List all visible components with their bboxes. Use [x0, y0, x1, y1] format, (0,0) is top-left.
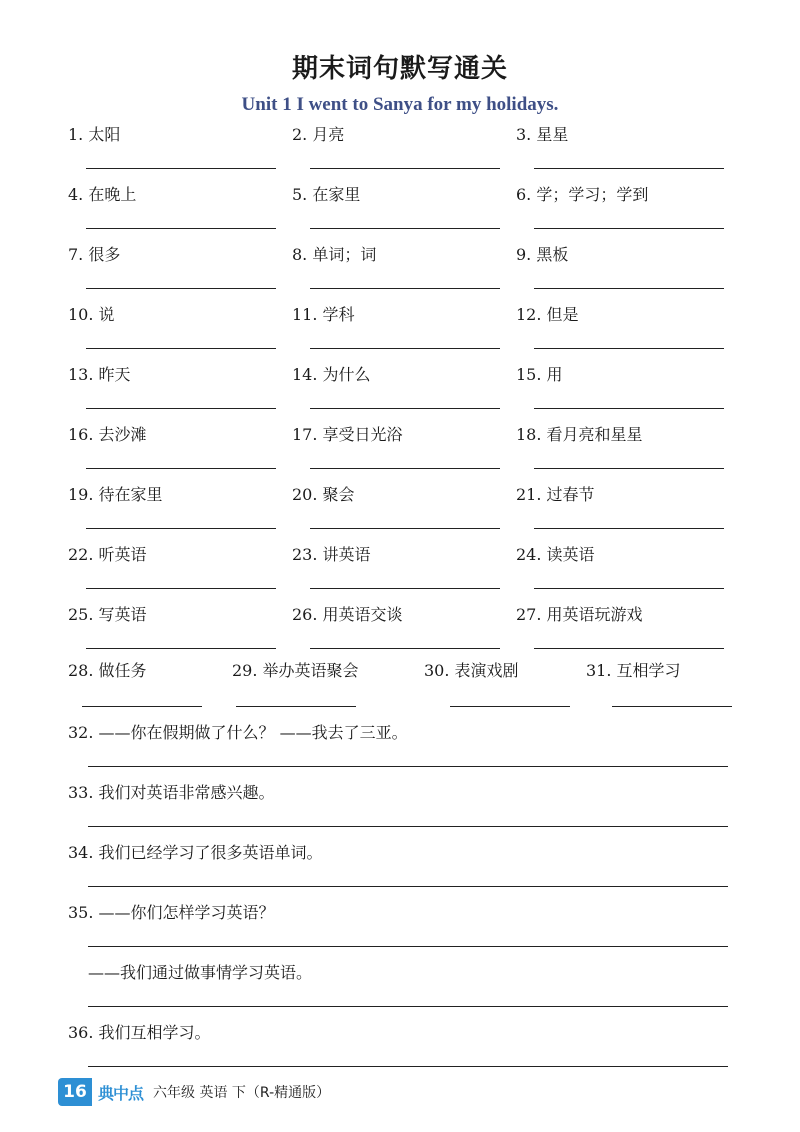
brand-logo: 典中点: [98, 1083, 144, 1103]
answer-line[interactable]: [534, 648, 724, 649]
vocab-prompt: 13. 昨天: [68, 365, 131, 384]
sentence-item: [68, 718, 748, 778]
answer-line[interactable]: [310, 168, 500, 169]
vocab-item: [68, 602, 292, 662]
answer-line[interactable]: [310, 588, 500, 589]
vocab-prompt: 27. 用英语玩游戏: [516, 605, 643, 624]
vocab-prompt: 8. 单词；词: [292, 245, 377, 264]
vocab-prompt: 4. 在晚上: [68, 185, 137, 204]
sentence-section: [68, 718, 748, 1078]
vocab-row: [68, 242, 748, 302]
answer-line[interactable]: [86, 528, 276, 529]
vocab-prompt: 1. 太阳: [68, 125, 121, 144]
vocab-prompt: 17. 享受日光浴: [292, 425, 403, 444]
vocab-row: [68, 182, 748, 242]
vocab-prompt: 12. 但是: [516, 305, 579, 324]
vocab-item: [68, 122, 292, 182]
sentence-prompt: ——我们通过做事情学习英语。: [88, 963, 313, 982]
vocab-item: [292, 542, 516, 602]
vocab-item: [292, 302, 516, 362]
answer-line[interactable]: [450, 706, 570, 707]
vocab-item: [292, 182, 516, 242]
vocab-row: [68, 422, 748, 482]
vocab-item: [292, 362, 516, 422]
vocab-prompt: 20. 聚会: [292, 485, 355, 504]
vocab-prompt: 25. 写英语: [68, 605, 147, 624]
answer-line[interactable]: [534, 408, 724, 409]
answer-line[interactable]: [310, 528, 500, 529]
answer-line[interactable]: [88, 886, 728, 887]
vocab-prompt: 7. 很多: [68, 245, 121, 264]
vocab-prompt: 29. 举办英语聚会: [232, 661, 359, 680]
vocab-prompt: 2. 月亮: [292, 125, 345, 144]
vocab-row-four: [68, 658, 748, 718]
sentence-prompt: 34. 我们已经学习了很多英语单词。: [68, 843, 323, 862]
vocab-item: [516, 362, 740, 422]
answer-line[interactable]: [88, 826, 728, 827]
vocab-row: [68, 542, 748, 602]
sentence-prompt: 36. 我们互相学习。: [68, 1023, 211, 1042]
unit-subtitle: Unit 1 I went to Sanya for my holidays.: [241, 94, 559, 115]
vocab-prompt: 30. 表演戏剧: [424, 661, 519, 680]
vocab-prompt: 23. 讲英语: [292, 545, 371, 564]
answer-line[interactable]: [86, 288, 276, 289]
sentence-prompt: 33. 我们对英语非常感兴趣。: [68, 783, 275, 802]
answer-line[interactable]: [534, 468, 724, 469]
vocab-item: [516, 242, 740, 302]
answer-line[interactable]: [86, 648, 276, 649]
answer-line[interactable]: [310, 408, 500, 409]
vocab-item: [292, 602, 516, 662]
vocab-prompt: 18. 看月亮和星星: [516, 425, 643, 444]
vocab-prompt: 21. 过春节: [516, 485, 595, 504]
vocab-prompt: 11. 学科: [292, 305, 355, 324]
answer-line[interactable]: [88, 766, 728, 767]
vocab-item: [516, 302, 740, 362]
answer-line[interactable]: [534, 588, 724, 589]
answer-line[interactable]: [534, 348, 724, 349]
vocab-item: [68, 482, 292, 542]
vocab-prompt: 6. 学；学习；学到: [516, 185, 649, 204]
answer-line[interactable]: [534, 168, 724, 169]
vocab-item: [292, 422, 516, 482]
answer-line[interactable]: [88, 946, 728, 947]
vocab-prompt: 22. 听英语: [68, 545, 147, 564]
answer-line[interactable]: [86, 468, 276, 469]
vocab-item: [516, 182, 740, 242]
answer-line[interactable]: [534, 288, 724, 289]
vocab-grid: [68, 122, 748, 662]
vocab-row: [68, 602, 748, 662]
sentence-item: [68, 778, 748, 838]
sentence-item: [68, 1018, 748, 1078]
vocab-prompt: 24. 读英语: [516, 545, 595, 564]
vocab-item: [516, 482, 740, 542]
vocab-prompt: 28. 做任务: [68, 661, 147, 680]
answer-line[interactable]: [310, 228, 500, 229]
answer-line[interactable]: [534, 528, 724, 529]
answer-line[interactable]: [612, 706, 732, 707]
book-info: 六年级 英语 下（R-精通版）: [153, 1085, 331, 1101]
vocab-prompt: 31. 互相学习: [586, 661, 681, 680]
answer-line[interactable]: [86, 168, 276, 169]
answer-line[interactable]: [534, 228, 724, 229]
vocab-row: [68, 122, 748, 182]
vocab-item: [68, 362, 292, 422]
vocab-item: [516, 542, 740, 602]
vocab-prompt: 26. 用英语交谈: [292, 605, 403, 624]
page-title: 期末词句默写通关: [291, 54, 508, 84]
sentence-item: [68, 958, 748, 1018]
vocab-prompt: 5. 在家里: [292, 185, 361, 204]
answer-line[interactable]: [310, 348, 500, 349]
vocab-item: [68, 242, 292, 302]
answer-line[interactable]: [86, 588, 276, 589]
vocab-item: [68, 542, 292, 602]
answer-line[interactable]: [86, 408, 276, 409]
vocab-prompt: 15. 用: [516, 365, 563, 384]
vocab-prompt: 3. 星星: [516, 125, 569, 144]
answer-line[interactable]: [88, 1066, 728, 1067]
answer-line[interactable]: [82, 706, 202, 707]
vocab-item: [516, 122, 740, 182]
vocab-item: [516, 422, 740, 482]
vocab-item: [68, 182, 292, 242]
vocab-prompt: 9. 黑板: [516, 245, 569, 264]
vocab-item: [292, 122, 516, 182]
vocab-row: [68, 302, 748, 362]
answer-line[interactable]: [310, 648, 500, 649]
vocab-prompt: 10. 说: [68, 305, 115, 324]
vocab-row: [68, 362, 748, 422]
answer-line[interactable]: [310, 288, 500, 289]
vocab-item: [68, 422, 292, 482]
vocab-item: [516, 602, 740, 662]
vocab-prompt: 16. 去沙滩: [68, 425, 147, 444]
vocab-row: [68, 482, 748, 542]
answer-line[interactable]: [86, 348, 276, 349]
vocab-item: [292, 482, 516, 542]
page-number: 16: [58, 1078, 92, 1106]
vocab-item: [292, 242, 516, 302]
sentence-prompt: 35. ——你们怎样学习英语？: [68, 903, 275, 922]
vocab-prompt: 14. 为什么: [292, 365, 371, 384]
answer-line[interactable]: [236, 706, 356, 707]
page-footer: [58, 1078, 330, 1106]
vocab-item: [68, 302, 292, 362]
answer-line[interactable]: [86, 228, 276, 229]
sentence-prompt: 32. ——你在假期做了什么？ ——我去了三亚。: [68, 723, 408, 742]
sentence-item: [68, 898, 748, 958]
answer-line[interactable]: [310, 468, 500, 469]
sentence-item: [68, 838, 748, 898]
vocab-prompt: 19. 待在家里: [68, 485, 163, 504]
answer-line[interactable]: [88, 1006, 728, 1007]
